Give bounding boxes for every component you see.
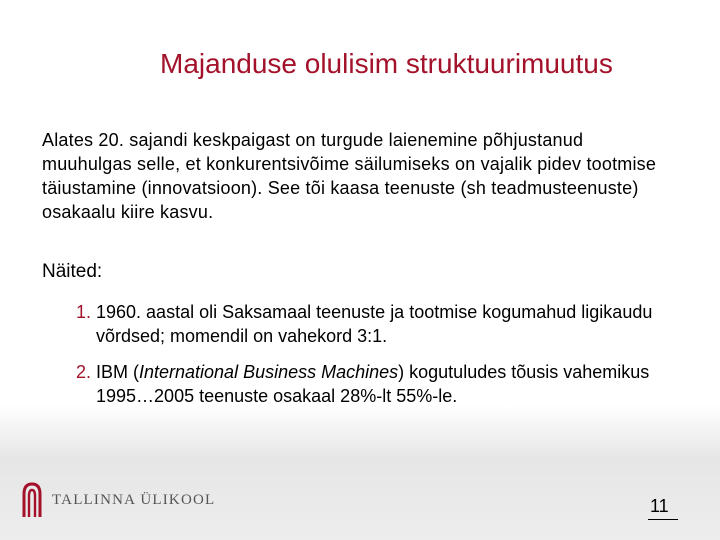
list-item-text: 1960. aastal oli Saksamaal teenuste ja tootmise kogumahud ligikaudu võrdsed; momendil on vahekord 3:1. bbox=[96, 302, 653, 346]
logo-text: TALLINNA ÜLIKOOL bbox=[52, 491, 216, 508]
slide-title: Majanduse olulisim struktuurimuutus bbox=[160, 48, 613, 79]
company-full-name: International Business Machines bbox=[139, 362, 399, 382]
examples-list bbox=[76, 300, 676, 420]
university-logo bbox=[22, 478, 215, 522]
examples-heading: Näited: bbox=[42, 261, 103, 282]
list-number: 2. bbox=[76, 362, 92, 382]
list-item bbox=[76, 360, 676, 408]
list-item-text-end: ) kogutuludes tõusis vahemikus 1995…2005 teenuste osakaal 28%-lt 55%-le. bbox=[96, 362, 650, 406]
page-number: 11 bbox=[650, 496, 669, 516]
intro-paragraph: Alates 20. sajandi keskpaigast on turgude laienemine põhjustanud muuhulgas selle, et konkurentsivõime säilumiseks on vajalik pidev tootmise täiustamine (innovatsioon). See tõi kaasa teenuste (sh teadmusteenuste) osakaalu kiire kasvu. bbox=[42, 130, 657, 222]
list-item-text-start: IBM ( bbox=[96, 362, 139, 382]
page-number-underline bbox=[648, 519, 678, 520]
tallinn-university-logo-icon bbox=[22, 482, 42, 518]
list-item bbox=[76, 300, 676, 348]
list-number: 1. bbox=[76, 302, 92, 322]
list-item-text bbox=[96, 362, 649, 406]
